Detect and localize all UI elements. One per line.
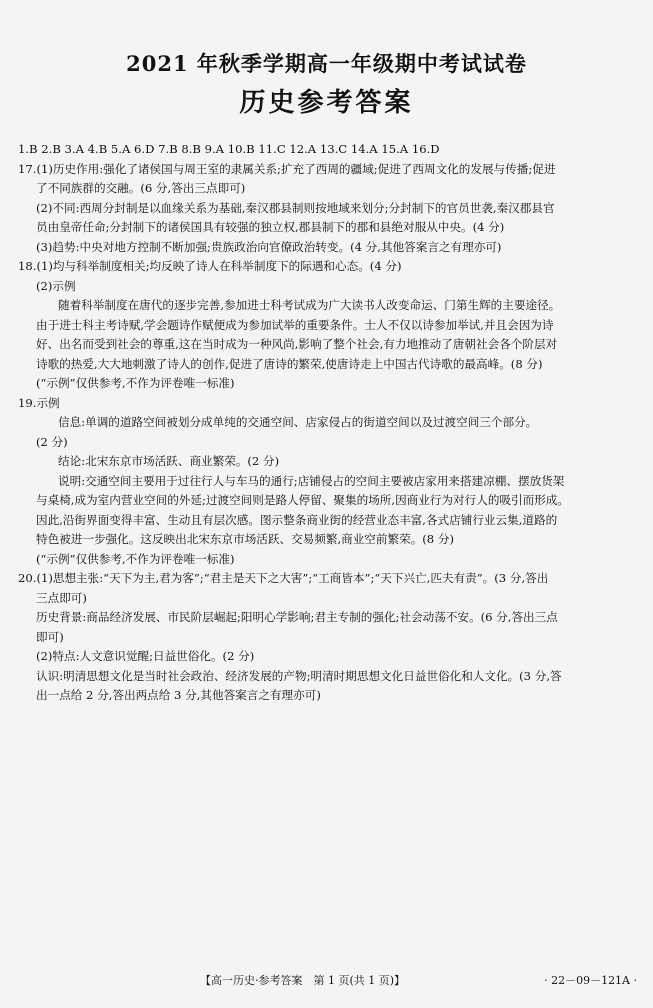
- q17-line-3: (2)不同:西周分封制是以血缘关系为基础,秦汉郡县制则按地域来划分;分封制下的官员世袭,秦汉郡县官: [36, 200, 555, 215]
- q17-line-4: 员由皇帝任命;分封制下的诸侯国具有较强的独立权,郡县制下的郡和县绝对服从中央。(4 分): [36, 220, 505, 234]
- mc-answers: 1.B 2.B 3.A 4.B 5.A 6.D 7.B 8.B 9.A 10.B 11.C 12.A 13.C 14.A 15.A 16.D: [18, 142, 440, 156]
- q20-line-4: 即可): [36, 629, 64, 644]
- q18-line-1: 18.(1)均与科举制度相关;均反映了诗人在科举制度下的际遇和心态。(4 分): [18, 259, 402, 273]
- q20-line-6: 认识:明清思想文化是当时社会政治、经济发展的产物;明清时期思想文化日益世俗化和人文化。(3 分,答: [36, 668, 562, 683]
- q19-line-5: 说明:交通空间主要用于过往行人与车马的通行;店铺侵占的空间主要被店家用来搭建凉棚、摆放货架: [58, 473, 565, 488]
- q19-line-2: 信息:单调的道路空间被划分成单纯的交通空间、店家侵占的街道空间以及过渡空间三个部分。: [58, 415, 538, 429]
- q20-line-7: 出一点给 2 分,答出两点给 3 分,其他答案言之有理亦可): [36, 688, 321, 702]
- q19-line-8: 特色被进一步强化。这反映出北宋东京市场活跃、交易频繁,商业空前繁荣。(8 分): [36, 532, 454, 546]
- q17-line-2: 了不同族群的交融。(6 分,答出三点即可): [36, 181, 246, 195]
- q19-line-3: (2 分): [36, 434, 68, 449]
- q18-line-5: 好、出名而受到社会的尊重,这在当时成为一种风尚,影响了整个社会,有力地推动了唐朝社会各个阶层对: [36, 337, 558, 351]
- q18-line-3: 随着科举制度在唐代的逐步完善,参加进士科考试成为广大读书人改变命运、门第生辉的主要途径。: [58, 298, 561, 312]
- q20-line-3: 历史背景:商品经济发展、市民阶层崛起;阳明心学影响;君主专制的强化;社会动荡不安。(6 分,答出三点: [36, 610, 558, 624]
- q17-line-5: (3)趋势:中央对地方控制不断加强;贵族政治向官僚政治转变。(4 分,其他答案言之有理亦可): [36, 239, 502, 254]
- q19-line-7: 因此,沿街界面变得丰富、生动且有层次感。图示整条商业街的经营业态丰富,各式店铺行业云集,道路的: [36, 512, 558, 527]
- exam-subtitle: 历史参考答案: [239, 88, 414, 118]
- q19-note: (“示例”仅供参考,不作为评卷唯一标准): [36, 551, 235, 566]
- footer-code: · 22－09－121A ·: [544, 974, 637, 987]
- q17-line-1: 17.(1)历史作用:强化了诸侯国与周王室的隶属关系;扩充了西周的疆域;促进了西周文化的发展与传播;促进: [18, 161, 556, 176]
- answer-content: [18, 140, 638, 706]
- q18-line-2: (2)示例: [36, 278, 76, 293]
- exam-title: 2021 年秋季学期高一年级期中考试试卷: [126, 51, 527, 76]
- q20-line-5: (2)特点:人文意识觉醒;日益世俗化。(2 分): [36, 649, 255, 663]
- q18-line-6: 诗歌的热爱,大大地刺激了诗人的创作,促进了唐诗的繁荣,使唐诗走上中国古代诗歌的最高峰。(8 分): [36, 356, 543, 371]
- q18-line-4: 由于进士科主考诗赋,学会题诗作赋便成为参加试举的重要条件。士人不仅以诗参加举试,并且会因为诗: [36, 317, 554, 332]
- q19-line-6: 与桌椅,成为室内营业空间的外延;过渡空间则是路人停留、聚集的场所,因商业行为对行人的吸引而形成。: [36, 493, 569, 507]
- footer-page-info: 【高一历史·参考答案 第 1 页(共 1 页)】: [200, 974, 406, 987]
- q20-line-1: 20.(1)思想主张:“天下为主,君为客”;“君主是天下之大害”;“工商皆本”;“天下兴亡,匹夫有责”。(3 分,答出: [18, 571, 549, 585]
- q19-line-4: 结论:北宋东京市场活跃、商业繁荣。(2 分): [58, 454, 280, 468]
- q18-note: (“示例”仅供参考,不作为评卷唯一标准): [36, 376, 235, 390]
- q19-line-1: 19.示例: [18, 395, 60, 410]
- q20-line-2: 三点即可): [36, 590, 87, 605]
